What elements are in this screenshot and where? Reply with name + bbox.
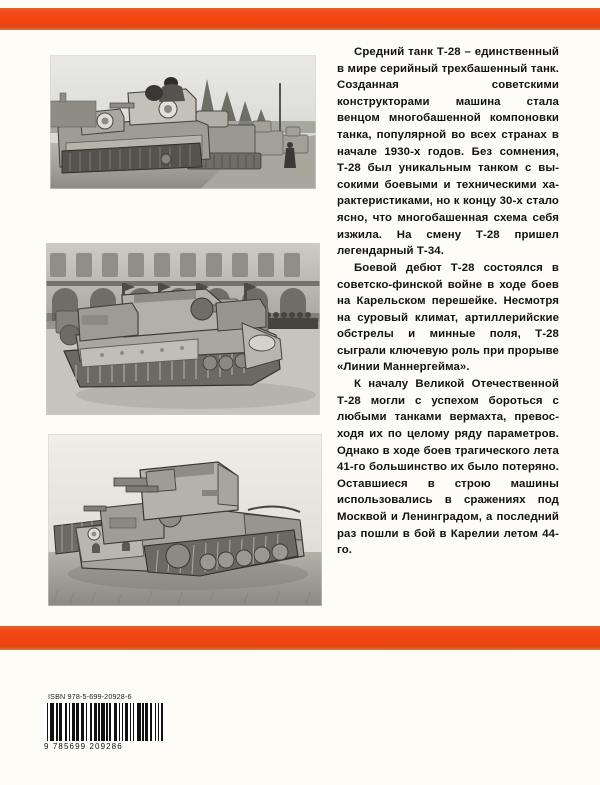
photo-1-image — [50, 55, 316, 189]
blurb-paragraph-1: Средний танк Т-28 – единственный в мире серийный трехбашенный танк. Созданная советскими конструкторами машина стала венцом многобашенной компоновки танка, популярной во всех странах в начале 1930-х годов. Без сомнения, Т-28 был уникальным танком с высокими боевыми и техническими характеристиками, но к концу 30-х стало ясно, что многобашенная схема себя изжила. На смену Т-28 пришел легендарный Т-34. — [337, 46, 559, 258]
photo-2-image — [46, 243, 320, 415]
blurb-paragraph-2: Боевой дебют Т-28 состоялся в советско-финской войне в ходе боев на Карельском перешейке. Несмотря на суровый климат, артиллерийские обстрелы и минные поля, Т-28 сыграли ключевую роль при прорыве «Линии Маннергейма». — [337, 261, 559, 374]
back-cover-blurb — [337, 44, 559, 559]
blurb-paragraph-3: К началу Великой Отечественной Т-28 могли с успехом бороться с любыми танками вермахта, превосходя их по целому ряду параметров. Однако в ходе боев трагического лета 41-го большинство их было потеряно. Оставшиеся в строю машины использовались в сражениях под Москвой и Ленинградом, а последний раз пошли в бой в Карелии летом 44-го. — [337, 378, 559, 557]
photo-t28-on-parade — [46, 243, 320, 415]
barcode-bars — [44, 703, 162, 741]
photo-t28-field-view — [48, 434, 322, 606]
photo-column-of-t28-tanks — [50, 55, 316, 189]
photo-3-image — [48, 434, 322, 606]
bottom-accent-rule — [0, 626, 600, 650]
isbn-barcode-block — [44, 692, 166, 751]
top-accent-rule — [0, 8, 600, 30]
barcode-digits: 9 785699 209286 — [44, 742, 123, 751]
isbn-label: ISBN 978-5-699-20928-6 — [48, 692, 132, 701]
